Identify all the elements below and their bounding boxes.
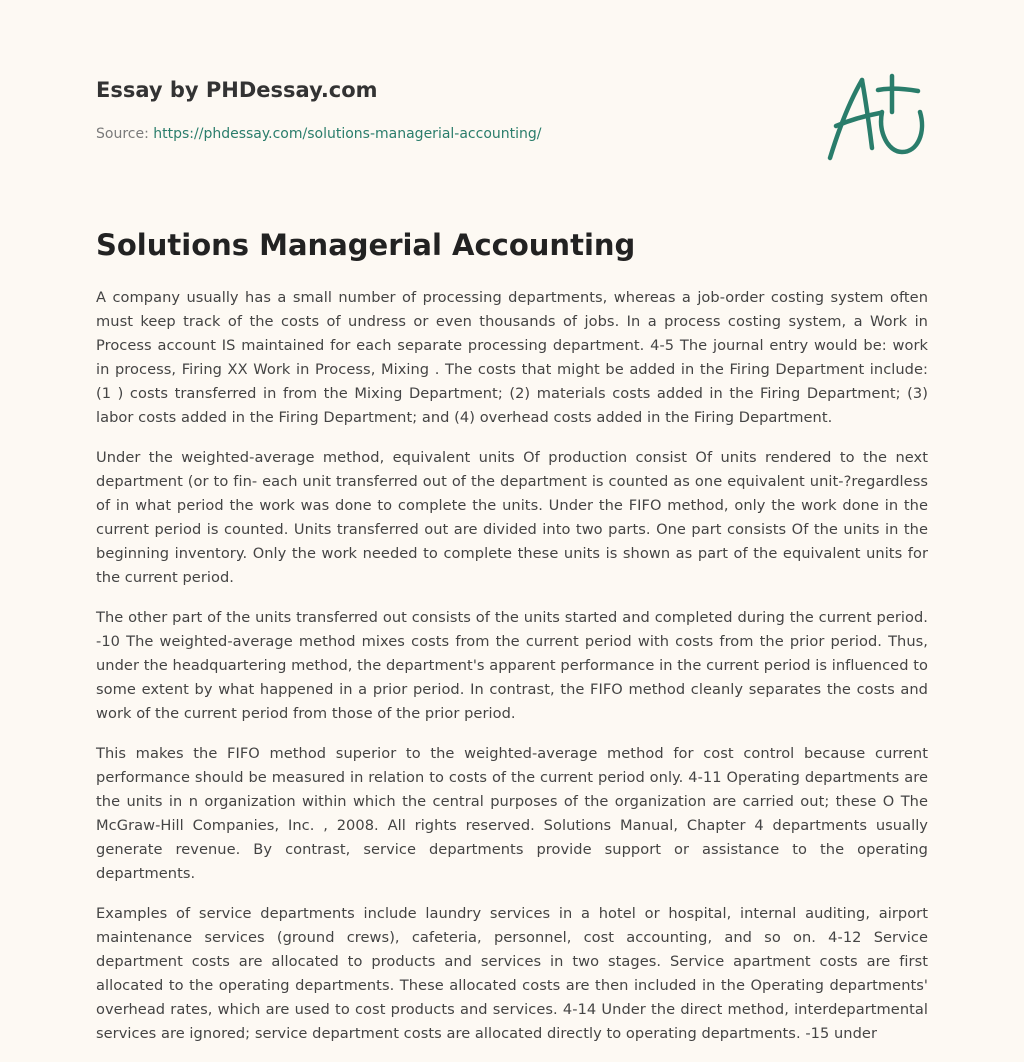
source-link[interactable]: https://phdessay.com/solutions-managerial-accounting/ (153, 126, 542, 142)
source-label: Source: (96, 126, 149, 142)
article-paragraph: The other part of the units transferred out consists of the units started and completed during the current period. -10 The weighted-average method mixes costs from the current period with costs from the prior period. Thus, under the headquartering method, the department's apparent performance in the current period is influenced to some extent by what happened in a prior period. In contrast, the FIFO method cleanly separates the costs and work of the current period from those of the prior period. (96, 609, 928, 722)
article-paragraph: Under the weighted-average method, equivalent units Of production consist Of units rendered to the next department (or to fin- each unit transferred out of the department is counted as one equivalent unit-?regardless of in what period the work was done to complete the units. Under the FIFO method, only the work done in the current period is counted. Units transferred out are divided into two parts. One part consists Of the units in the beginning inventory. Only the work needed to complete these units is shown as part of the equivalent units for the current period. (96, 449, 928, 586)
article-paragraph: This makes the FIFO method superior to the weighted-average method for cost control because current performance should be measured in relation to costs of the current period only. 4-11 Operating departments are the units in n organization within which the central purposes of the organization are carried out; these O The McGraw-Hill Companies, Inc. , 2008. All rights reserved. Solutions Manual, Chapter 4 departments usually generate revenue. By contrast, service departments provide support or assistance to the operating departments. (96, 745, 928, 882)
a-plus-logo-icon (822, 66, 932, 166)
header (96, 76, 796, 144)
source-line (96, 124, 796, 144)
article-title: Solutions Managerial Accounting (96, 228, 636, 262)
article-body (96, 286, 928, 1062)
site-brand: Essay by PHDessay.com (96, 78, 378, 102)
article-paragraph: Examples of service departments include laundry services in a hotel or hospital, internal auditing, airport maintenance services (ground crews), cafeteria, personnel, cost accounting, and so on. 4-12 Service department costs are allocated to products and services in two stages. Service apartment costs are first allocated to the operating departments. These allocated costs are then included in the Operating departments' overhead rates, which are used to cost products and services. 4-14 Under the direct method, interdepartmental services are ignored; service department costs are allocated directly to operating departments. -15 under (96, 905, 928, 1042)
article-paragraph: A company usually has a small number of processing departments, whereas a job-order costing system often must keep track of the costs of undress or even thousands of jobs. In a process costing system, a Work in Process account IS maintained for each separate processing department. 4-5 The journal entry would be: work in process, Firing XX Work in Process, Mixing . The costs that might be added in the Firing Department include: (1 ) costs transferred in from the Mixing Department; (2) materials costs added in the Firing Department; (3) labor costs added in the Firing Department; and (4) overhead costs added in the Firing Department. (96, 289, 928, 426)
